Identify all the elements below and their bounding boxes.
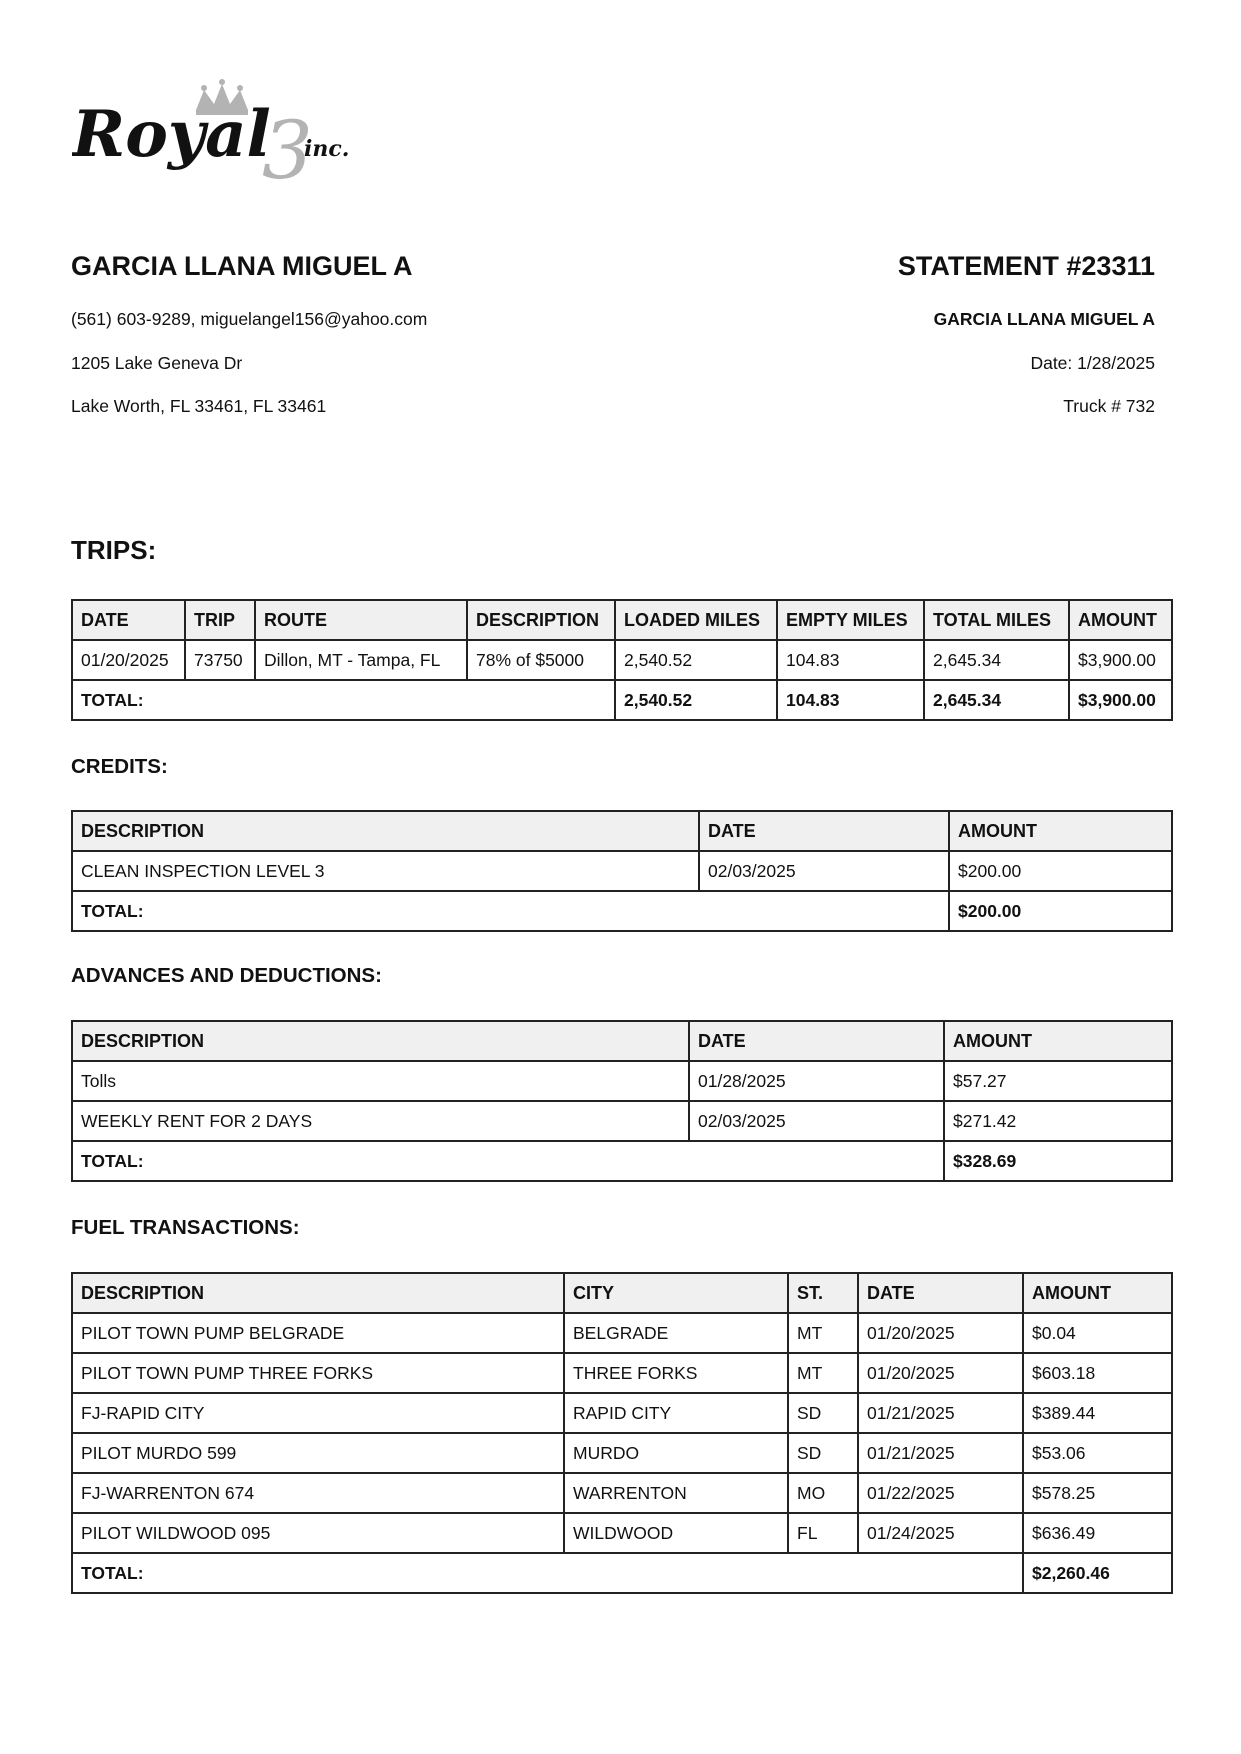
total-label: TOTAL: <box>72 1553 1023 1593</box>
total-label: TOTAL: <box>72 1141 944 1181</box>
logo-numeral: 3 <box>262 104 313 197</box>
table-cell: $200.00 <box>949 851 1172 891</box>
table-cell: FJ-WARRENTON 674 <box>72 1473 564 1513</box>
table-row <box>72 851 1172 891</box>
table-cell: 2,540.52 <box>615 640 777 680</box>
table-cell: WILDWOOD <box>564 1513 788 1553</box>
advances-table <box>71 1020 1173 1182</box>
credits-table <box>71 810 1173 932</box>
column-header: AMOUNT <box>1023 1273 1172 1313</box>
column-header: TRIP <box>185 600 255 640</box>
total-row <box>72 680 1172 720</box>
table-cell: RAPID CITY <box>564 1393 788 1433</box>
table-cell: 01/20/2025 <box>858 1313 1023 1353</box>
column-header: AMOUNT <box>1069 600 1172 640</box>
trips-table <box>71 599 1173 721</box>
total-miles: 2,645.34 <box>924 680 1069 720</box>
column-header: ROUTE <box>255 600 467 640</box>
column-header: DATE <box>699 811 949 851</box>
table-row <box>72 1473 1172 1513</box>
driver-address-line2: Lake Worth, FL 33461, FL 33461 <box>71 396 327 416</box>
table-cell: THREE FORKS <box>564 1353 788 1393</box>
table-row <box>72 1313 1172 1353</box>
truck-number: Truck # 732 <box>1063 396 1155 416</box>
logo-suffix: inc. <box>304 136 350 162</box>
table-cell: WARRENTON <box>564 1473 788 1513</box>
trips-header-row <box>72 600 1172 640</box>
total-row <box>72 891 1172 931</box>
table-cell: $578.25 <box>1023 1473 1172 1513</box>
column-header: DATE <box>858 1273 1023 1313</box>
column-header: AMOUNT <box>949 811 1172 851</box>
table-cell: $636.49 <box>1023 1513 1172 1553</box>
column-header: EMPTY MILES <box>777 600 924 640</box>
table-cell: MURDO <box>564 1433 788 1473</box>
advances-header-row <box>72 1021 1172 1061</box>
fuel-header-row <box>72 1273 1172 1313</box>
table-cell: CLEAN INSPECTION LEVEL 3 <box>72 851 699 891</box>
total-amount: $2,260.46 <box>1023 1553 1172 1593</box>
table-cell: PILOT WILDWOOD 095 <box>72 1513 564 1553</box>
column-header: DATE <box>72 600 185 640</box>
total-label: TOTAL: <box>72 680 615 720</box>
table-cell: MT <box>788 1313 858 1353</box>
column-header: ST. <box>788 1273 858 1313</box>
column-header: DESCRIPTION <box>72 811 699 851</box>
table-cell: 01/21/2025 <box>858 1393 1023 1433</box>
table-cell: 02/03/2025 <box>699 851 949 891</box>
table-cell: SD <box>788 1393 858 1433</box>
table-row <box>72 1101 1172 1141</box>
table-cell: MT <box>788 1353 858 1393</box>
column-header: DATE <box>689 1021 944 1061</box>
column-header: DESCRIPTION <box>72 1021 689 1061</box>
total-row <box>72 1553 1172 1593</box>
table-cell: $57.27 <box>944 1061 1172 1101</box>
table-cell: PILOT MURDO 599 <box>72 1433 564 1473</box>
table-cell: 01/20/2025 <box>858 1353 1023 1393</box>
table-cell: 78% of $5000 <box>467 640 615 680</box>
table-row <box>72 1061 1172 1101</box>
company-logo <box>72 78 392 198</box>
table-cell: $389.44 <box>1023 1393 1172 1433</box>
total-loaded-miles: 2,540.52 <box>615 680 777 720</box>
credits-header-row <box>72 811 1172 851</box>
table-cell: FJ-RAPID CITY <box>72 1393 564 1433</box>
table-cell: 01/22/2025 <box>858 1473 1023 1513</box>
table-cell: 02/03/2025 <box>689 1101 944 1141</box>
total-row <box>72 1141 1172 1181</box>
fuel-title: FUEL TRANSACTIONS: <box>71 1216 300 1239</box>
table-cell: $271.42 <box>944 1101 1172 1141</box>
statement-title: STATEMENT #23311 <box>897 251 1155 281</box>
driver-name: GARCIA LLANA MIGUEL A <box>71 251 413 281</box>
column-header: DESCRIPTION <box>467 600 615 640</box>
table-row <box>72 640 1172 680</box>
table-cell: Dillon, MT - Tampa, FL <box>255 640 467 680</box>
table-cell: $53.06 <box>1023 1433 1172 1473</box>
total-empty-miles: 104.83 <box>777 680 924 720</box>
table-cell: $3,900.00 <box>1069 640 1172 680</box>
advances-title: ADVANCES AND DEDUCTIONS: <box>71 964 382 987</box>
total-label: TOTAL: <box>72 891 949 931</box>
table-cell: MO <box>788 1473 858 1513</box>
table-cell: $603.18 <box>1023 1353 1172 1393</box>
table-row <box>72 1353 1172 1393</box>
table-row <box>72 1513 1172 1553</box>
table-cell: 01/20/2025 <box>72 640 185 680</box>
driver-contact: (561) 603-9289, miguelangel156@yahoo.com <box>71 309 428 329</box>
table-row <box>72 1433 1172 1473</box>
column-header: DESCRIPTION <box>72 1273 564 1313</box>
driver-address-line1: 1205 Lake Geneva Dr <box>71 353 243 373</box>
column-header: TOTAL MILES <box>924 600 1069 640</box>
total-amount: $200.00 <box>949 891 1172 931</box>
table-cell: $0.04 <box>1023 1313 1172 1353</box>
table-cell: 01/28/2025 <box>689 1061 944 1101</box>
table-cell: 2,645.34 <box>924 640 1069 680</box>
logo-script-text: Royal <box>72 97 271 172</box>
column-header: AMOUNT <box>944 1021 1172 1061</box>
table-cell: 01/21/2025 <box>858 1433 1023 1473</box>
table-cell: SD <box>788 1433 858 1473</box>
table-row <box>72 1393 1172 1433</box>
credits-title: CREDITS: <box>71 755 168 778</box>
table-cell: WEEKLY RENT FOR 2 DAYS <box>72 1101 689 1141</box>
column-header: LOADED MILES <box>615 600 777 640</box>
table-cell: PILOT TOWN PUMP THREE FORKS <box>72 1353 564 1393</box>
total-amount: $328.69 <box>944 1141 1172 1181</box>
statement-name: GARCIA LLANA MIGUEL A <box>933 309 1155 329</box>
fuel-table <box>71 1272 1173 1594</box>
table-cell: 01/24/2025 <box>858 1513 1023 1553</box>
statement-date: Date: 1/28/2025 <box>1030 353 1155 373</box>
table-cell: 73750 <box>185 640 255 680</box>
total-amount: $3,900.00 <box>1069 680 1172 720</box>
table-cell: 104.83 <box>777 640 924 680</box>
trips-title: TRIPS: <box>71 535 157 565</box>
column-header: CITY <box>564 1273 788 1313</box>
table-cell: BELGRADE <box>564 1313 788 1353</box>
table-cell: Tolls <box>72 1061 689 1101</box>
table-cell: FL <box>788 1513 858 1553</box>
table-cell: PILOT TOWN PUMP BELGRADE <box>72 1313 564 1353</box>
